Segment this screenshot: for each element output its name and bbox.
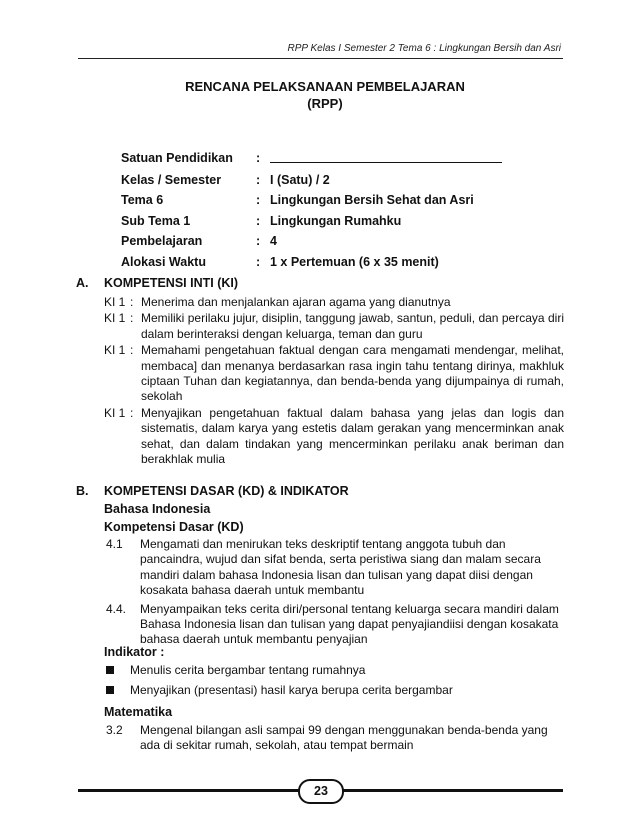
ki-text: Memiliki perilaku jujur, disiplin, tanggung jawab, santun, peduli, dan percaya diri dalam berinteraksi dengan keluarga, teman dan guru (141, 311, 564, 341)
document-title (130, 78, 520, 112)
section-title: KOMPETENSI DASAR (KD) & INDIKATOR (104, 484, 349, 498)
running-title: RPP Kelas I Semester 2 Tema 6 : Lingkungan Bersih dan Asri (287, 43, 561, 54)
identity-label: Kelas / Semester (121, 172, 222, 187)
identity-colon: : (256, 172, 261, 187)
section-letter: A. (76, 276, 89, 290)
identity-value: 1 x Pertemuan (6 x 35 menit) (270, 254, 439, 269)
kd-number: 4.1 (106, 537, 123, 551)
indikator-heading: Indikator : (104, 645, 165, 659)
kd-text: Mengamati dan menirukan teks deskriptif tentang anggota tubuh dan pancaindra, wujud dan sifat benda, serta peristiwa siang dan malam secara mandiri dalam bahasa Indonesia lisan dan tulisan yang dapat diisi dengan kosakata bahasa daerah untuk membantu (140, 537, 541, 598)
ki-label: KI 1 (104, 405, 126, 420)
blank-fill-line (270, 148, 502, 163)
identity-colon: : (256, 234, 261, 248)
identity-value (270, 148, 502, 170)
math-kd-list (104, 723, 564, 757)
ki-colon: : (130, 311, 134, 326)
ki-label: KI 1 (104, 311, 126, 326)
identity-colon: : (256, 254, 261, 269)
identity-label: Tema 6 (121, 193, 164, 207)
ki-item (104, 406, 564, 468)
page-number-badge: 23 (298, 779, 344, 804)
identity-label: Satuan Pendidikan (121, 151, 233, 165)
kd-item (104, 537, 564, 599)
subject-matematika: Matematika (104, 705, 173, 719)
identity-label: Pembelajaran (121, 234, 203, 248)
subject-bahasa-indonesia: Bahasa Indonesia (104, 502, 211, 516)
section-letter: B. (76, 484, 89, 498)
indikator-item (104, 660, 564, 680)
ki-colon: : (130, 343, 134, 358)
title-line-2: (RPP) (307, 96, 343, 111)
indikator-list (104, 660, 564, 700)
indikator-text: Menyajikan (presentasi) hasil karya berupa cerita bergambar (130, 683, 453, 697)
ki-colon: : (130, 295, 134, 309)
ki-list (104, 295, 564, 468)
kd-item (104, 723, 564, 754)
header-rule (78, 58, 563, 59)
identity-row (121, 148, 502, 170)
identity-value: I (Satu) / 2 (270, 172, 330, 187)
kd-number: 3.2 (106, 723, 123, 737)
identity-value: Lingkungan Rumahku (270, 213, 402, 228)
title-line-1: RENCANA PELAKSANAAN PEMBELAJARAN (185, 79, 465, 94)
identity-row (121, 211, 502, 232)
identity-value: 4 (270, 234, 277, 248)
ki-text: Memahami pengetahuan faktual dengan cara mengamati mendengar, melihat, membaca] dan menanya berdasarkan rasa ingin tahu tentang dirinya, makhluk ciptaan Tuhan dan kegiatannya, dan benda-benda yang dijumpainya di rumah, sekolah (141, 343, 564, 404)
ki-label: KI 1 (104, 295, 126, 309)
ki-text: Menyajikan pengetahuan faktual dalam bahasa yang jelas dan logis dan sistematis, dalam karya yang estetis dalam gerakan yang mencerminkan anak sehat, dan dalam tindakan yang mencerminkan perilaku anak beriman dan berakhlak mulia (141, 405, 564, 467)
identity-colon: : (256, 151, 261, 165)
identity-row (121, 252, 502, 273)
ki-item (104, 311, 564, 342)
kd-text: Mengenal bilangan asli sampai 99 dengan menggunakan benda-benda yang ada di sekitar rumah, sekolah, atau tempat bermain (140, 723, 548, 753)
ki-item (104, 295, 564, 310)
ki-item (104, 343, 564, 405)
square-bullet-icon (106, 686, 114, 694)
kd-heading: Kompetensi Dasar (KD) (104, 520, 244, 534)
identity-row (121, 231, 502, 252)
kd-list (104, 537, 564, 651)
kd-number: 4.4. (106, 601, 127, 616)
indikator-text: Menulis cerita bergambar tentang rumahnya (130, 663, 366, 677)
section-title: KOMPETENSI INTI (KI) (104, 276, 239, 290)
identity-row (121, 190, 502, 211)
kd-item (104, 602, 564, 648)
identity-colon: : (256, 193, 261, 207)
ki-label: KI 1 (104, 343, 126, 358)
identity-colon: : (256, 213, 261, 228)
identity-value: Lingkungan Bersih Sehat dan Asri (270, 193, 474, 207)
ki-colon: : (130, 405, 134, 420)
kd-text: Menyampaikan teks cerita diri/personal tentang keluarga secara mandiri dalam Bahasa Indonesia lisan dan tulisan yang dapat penyajiandiisi dengan kosakata bahasa daerah untuk membantu penyajian (140, 601, 559, 647)
indikator-item (104, 680, 564, 700)
square-bullet-icon (106, 666, 114, 674)
identity-row (121, 170, 502, 191)
identity-label: Alokasi Waktu (121, 254, 206, 269)
ki-text: Menerima dan menjalankan ajaran agama yang dianutnya (141, 295, 451, 309)
identity-table (121, 148, 502, 272)
identity-label: Sub Tema 1 (121, 213, 191, 228)
